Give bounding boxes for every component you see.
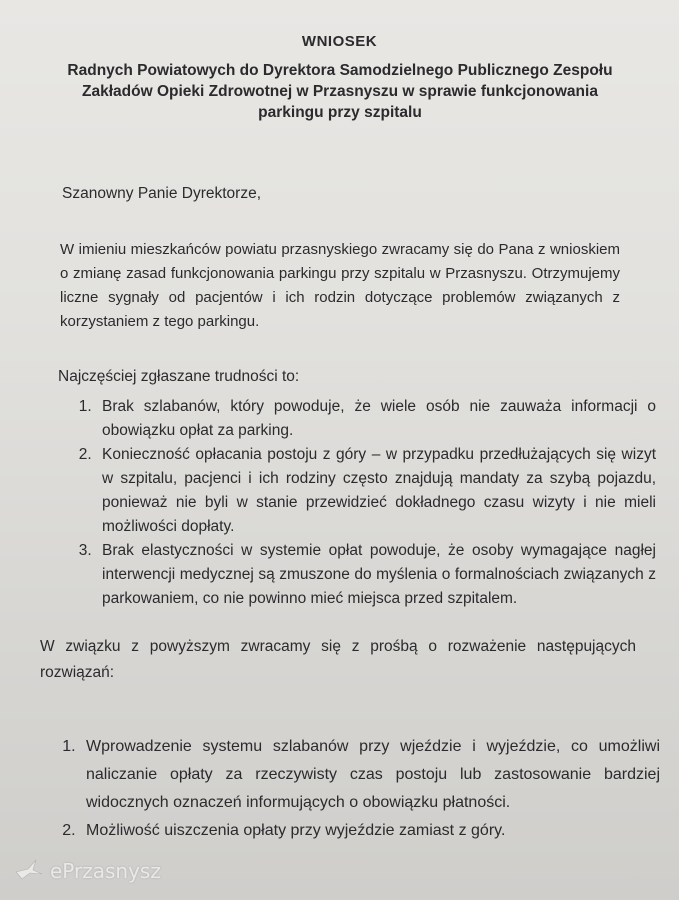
solution-item: 2. Możliwość uiszczenia opłaty przy wyjeździe zamiast z góry. — [80, 817, 660, 845]
bird-logo-icon — [14, 858, 44, 885]
difficulty-item: 3. Brak elastyczności w systemie opłat powoduje, że osoby wymagające nagłej interwencji medycznej są zmuszone do myślenia o formalnościach związanych z parkowaniem, co nie powinno mieć miejsca przed szpitalem. — [96, 539, 656, 611]
watermark-text: ePrzasnysz — [50, 859, 161, 883]
difficulty-item: 2. Konieczność opłacania postoju z góry – w przypadku przedłużających się wizyt w szpitalu, pacjenci i ich rodziny często znajdują mandaty za szybą pojazdu, ponieważ nie byli w stanie przewidzieć dokładnego czasu wizyty i nie mieli możliwości dopłaty. — [96, 443, 656, 539]
document-subtitle: Radnych Powiatowych do Dyrektora Samodzielnego Publicznego Zespołu Zakładów Opieki Zdrowotnej w Przasnyszu w sprawie funkcjonowania parkingu przy szpitalu — [67, 62, 613, 121]
watermark — [14, 855, 161, 887]
difficulties-heading: Najczęściej zgłaszane trudności to: — [58, 368, 300, 385]
salutation: Szanowny Panie Dyrektorze, — [62, 185, 262, 202]
conclusion-paragraph: W związku z powyższym zwracamy się z prośbą o rozważenie następujących rozwiązań: — [40, 638, 636, 681]
intro-paragraph: W imieniu mieszkańców powiatu przasnyskiego zwracamy się do Pana z wnioskiem o zmianę zasad funkcjonowania parkingu przy szpitalu w Przasnyszu. Otrzymujemy liczne sygnały od pacjentów i ich rodzin dotyczące problemów związanych z korzystaniem z tego parkingu. — [60, 241, 620, 330]
difficulty-item: 1. Brak szlabanów, który powoduje, że wiele osób nie zauważa informacji o obowiązku opłat za parking. — [96, 395, 656, 443]
document-title: WNIOSEK — [301, 33, 378, 50]
difficulties-list — [70, 395, 656, 611]
solutions-list — [54, 733, 660, 845]
solution-item: 1. Wprowadzenie systemu szlabanów przy wjeździe i wyjeździe, co umożliwi naliczanie opłaty za rzeczywisty czas postoju lub zastosowanie bardziej widocznych oznaczeń informujących o obowiązku płatności. — [80, 733, 660, 817]
